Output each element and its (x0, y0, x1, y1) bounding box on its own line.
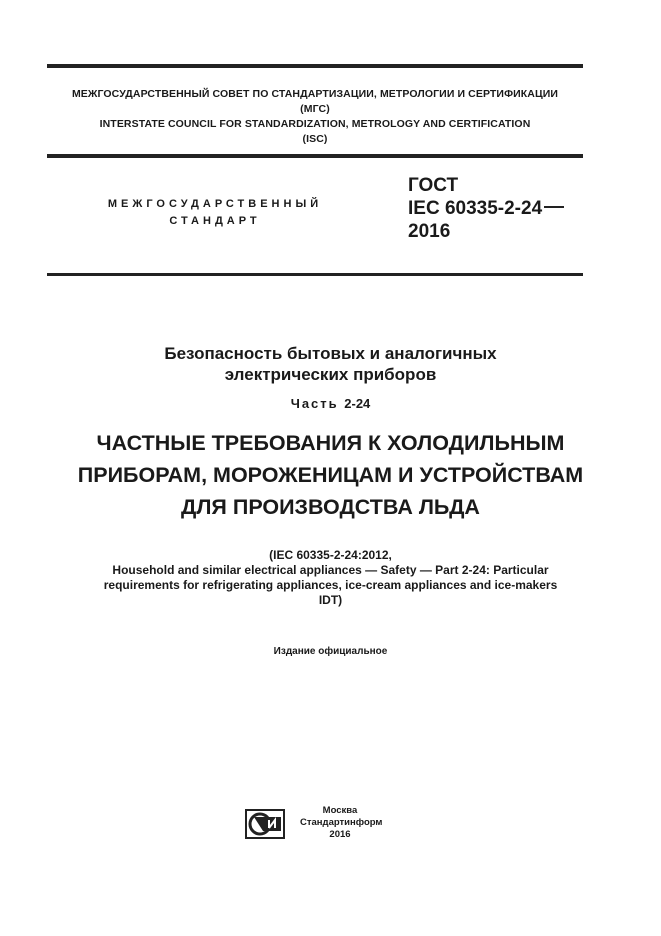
council-abbr-ru: (МГС) (300, 103, 330, 115)
publisher-city: Москва (322, 805, 358, 816)
designation-dash (544, 206, 564, 208)
part-label: Часть (290, 396, 339, 411)
iec-reference (0, 548, 661, 608)
publisher-block (300, 805, 383, 841)
top-rule (47, 64, 583, 68)
standard-designation (408, 174, 542, 243)
iec-ref-line2: Household and similar electrical appliances — Safety — Part 2-24: Particular (112, 563, 549, 577)
bottom-rule (47, 273, 583, 276)
standard-type-line2: СТАНДАРТ (169, 215, 261, 227)
publisher-name: Стандартинформ (300, 817, 383, 828)
main-title-line2: ПРИБОРАМ, МОРОЖЕНИЦАМ И УСТРОЙСТВАМ (77, 463, 584, 487)
designation-prefix: ГОСТ (408, 175, 459, 196)
part-heading (0, 396, 661, 411)
main-title (0, 427, 661, 523)
council-name-ru: МЕЖГОСУДАРСТВЕННЫЙ СОВЕТ ПО СТАНДАРТИЗАЦИИ, МЕТРОЛОГИИ И СЕРТИФИКАЦИИ (71, 88, 559, 100)
middle-rule (47, 154, 583, 158)
standartinform-logo-icon (245, 809, 285, 839)
designation-number: IEC 60335-2-24 (408, 198, 543, 219)
council-name-en: INTERSTATE COUNCIL FOR STANDARDIZATION, METROLOGY AND CERTIFICATION (99, 118, 531, 130)
iec-ref-line1: (IEC 60335-2-24:2012, (269, 548, 392, 562)
part-number: 2-24 (344, 396, 371, 411)
general-title-line1: Безопасность бытовых и аналогичных (164, 344, 497, 363)
general-title (0, 343, 661, 385)
main-title-line3: ДЛЯ ПРОИЗВОДСТВА ЛЬДА (181, 495, 480, 519)
standard-type-line1: МЕЖГОСУДАРСТВЕННЫЙ (107, 198, 323, 210)
main-title-line1: ЧАСТНЫЕ ТРЕБОВАНИЯ К ХОЛОДИЛЬНЫМ (96, 431, 565, 455)
general-title-line2: электрических приборов (224, 365, 437, 384)
council-header (47, 87, 583, 147)
designation-year: 2016 (408, 221, 451, 242)
standard-type (70, 196, 360, 230)
iec-ref-line4: IDT) (318, 593, 343, 607)
edition-label: Издание официальное (273, 646, 388, 657)
council-abbr-en: (ISC) (302, 133, 328, 145)
iec-ref-line3: requirements for refrigerating appliances, ice-cream appliances and ice-makers (103, 578, 558, 592)
publisher-year: 2016 (329, 829, 351, 840)
